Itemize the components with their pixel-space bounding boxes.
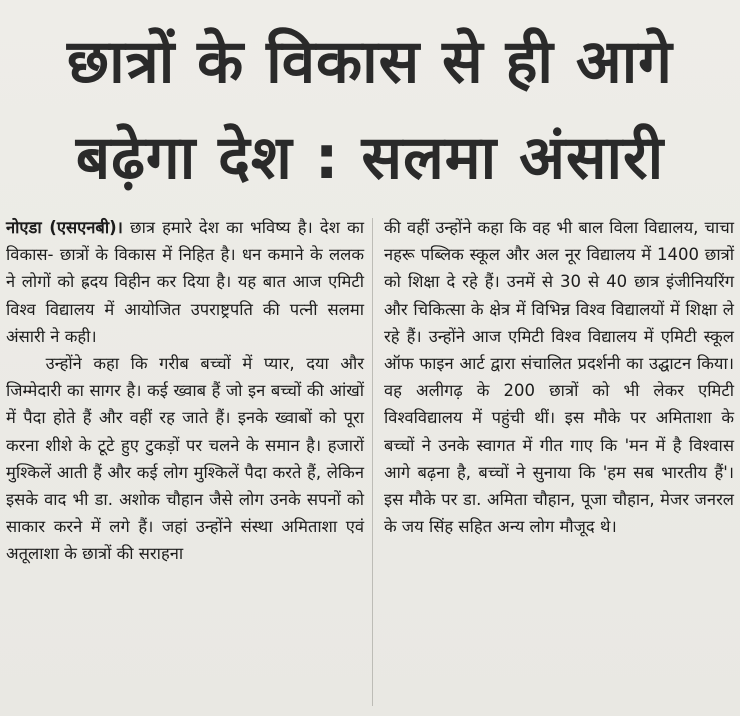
dateline: नोएडा (एसएनबी)। — [6, 218, 123, 237]
article-column-right — [384, 214, 734, 540]
paragraph-1-text: छात्र हमारे देश का भविष्य है। देश का विकास- छात्रों के विकास में निहित है। धन कमाने के ललक ने लोगों को ह्रदय विहीन कर दिया है। यह बात आज एमिटी विश्व विद्यालय में आयोजित उपराष्ट्रपति की पत्नी सलमा अंसारी ने कही। — [6, 218, 365, 346]
headline-line-1: छात्रों के विकास से ही आगे — [67, 27, 673, 97]
article-body — [6, 214, 734, 712]
article-paragraph-2: उन्होंने कहा कि गरीब बच्चों में प्यार, दया और जिम्मेदारी का सागर है। कई ख्वाब हैं जो इन बच्चों की आंखों में पैदा होते हैं और वहीं रह जाते हैं। इनके ख्वाबों को पूरा करना शीशे के टूटे हुए टुकड़ों पर चलने के समान है। हजारों मुश्किलें आती हैं और कई लोग मुश्किलें पैदा करते हैं, लेकिन इसके वाद भी डा. अशोक चौहान जैसे लोग उनके सपनों को साकार करने में लगे हैं। जहां उन्होंने संस्था अमिताशा एवं अतूलाशा के छात्रों की सराहना — [6, 354, 364, 564]
article-paragraph-1 — [6, 214, 364, 350]
headline-line-2: बढ़ेगा देश : सलमा अंसारी — [75, 123, 665, 193]
article-column-left — [6, 214, 364, 568]
article-paragraph-3: की वहीं उन्होंने कहा कि वह भी बाल विला विद्यालय, चाचा नहरू पब्लिक स्कूल और अल नूर विद्यालय में 1400 छात्रों को शिक्षा दे रहे हैं। उनमें से 30 से 40 छात्र इंजीनियरिंग और चिकित्सा के क्षेत्र में विभिन्न विश्व विद्यालयों में शिक्षा ले रहे हैं। उन्होंने आज एमिटी विश्व विद्यालय में एमिटी स्कूल ऑफ फाइन आर्ट द्वारा संचालित प्रदर्शनी का उद्घाटन किया। वह अलीगढ़ के 200 छात्रों को भी लेकर एमिटी विश्वविद्यालय में पहुंची थीं। इस मौके पर अमिताशा के बच्चों ने उनके स्वागत में गीत गाए कि 'मन में है विश्वास आगे बढ़ना है, बच्चों ने सुनाया कि 'हम सब भारतीय हैं'। इस मौके पर डा. अमिता चौहान, पूजा चौहान, मेजर जनरल के जय सिंह सहित अन्य लोग मौजूद थे। — [384, 218, 734, 537]
column-divider — [372, 218, 373, 706]
headline — [14, 14, 726, 206]
